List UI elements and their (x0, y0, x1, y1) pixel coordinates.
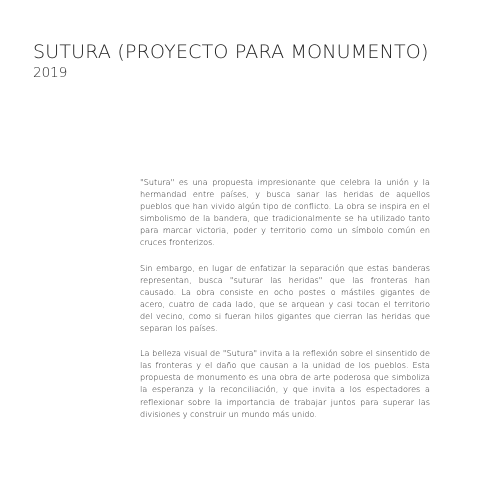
paragraph-1: "Sutura" es una propuesta impresionante que celebra la unión y la hermandad entre países, y busca sanar las heridas de aquellos pueblos que han vivido algún tipo de conflicto. La obra se inspira en el simbolismo de la bandera, que tradicionalmente se ha utilizado tanto para marcar victoria, poder y territorio como un símbolo común en cruces fronterizos. (140, 177, 430, 248)
paragraph-3: La belleza visual de "Sutura" invita a la reflexión sobre el sinsentido de las fronteras y el daño que causan a la unidad de los pueblos. Esta propuesta de monumento es una obra de arte poderosa que simboliza la esperanza y la reconciliación, y que invita a los espectadores a reflexionar sobre la importancia de trabajar juntos para superar las divisiones y construir un mundo más unido. (140, 348, 430, 419)
page-title: SUTURA (PROYECTO PARA MONUMENTO) (33, 41, 429, 63)
year-label: 2019 (33, 65, 68, 81)
body-text (140, 176, 430, 433)
paragraph-2: Sin embargo, en lugar de enfatizar la separación que estas banderas representan, busca "suturar las heridas" que las fronteras han causado. La obra consiste en ocho postes o mástiles gigantes de acero, cuatro de cada lado, que se arquean y casi tocan el territorio del vecino, como si fueran hilos gigantes que cierran las heridas que separan los países. (140, 262, 430, 334)
